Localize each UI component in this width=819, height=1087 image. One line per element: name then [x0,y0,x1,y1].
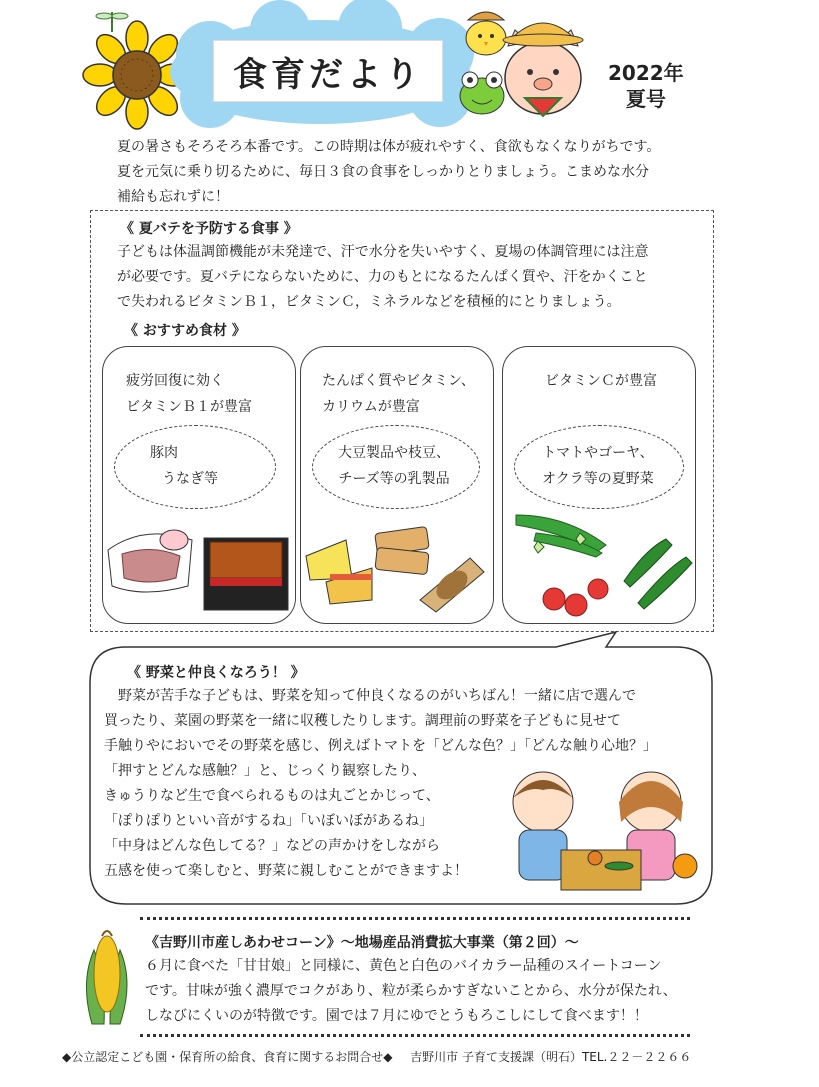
pork-icon [108,530,192,592]
pig-icon [503,23,583,116]
issue-season: 夏号 [625,87,666,111]
food-names [542,440,654,492]
cheese-soy-illustration [302,520,492,615]
tofu-icon [375,526,430,574]
okra-icon [516,515,606,557]
pork-eel-illustration [104,520,294,615]
yasai-line: 「ぽりぽりといい音がするね」「いぼいぼがあるね」 [104,813,433,829]
corn-text [145,954,677,1029]
corn-line: ６月に食べた「甘甘娘」と同様に、黄色と白色のバイカラー品種のスイートコーン [145,958,662,974]
natsubate-line: が必要です。夏バテにならないために、力のもとになるたんぱく質や、汗をかくこと [117,269,648,285]
food-names [338,440,450,492]
card-desc-line: たんぱく質やビタミン、 [322,373,475,389]
page-title: 食育だより [213,40,443,102]
natsubate-line: で失われるビタミンＢ１，ビタミンＣ，ミネラルなどを積極的にとりましょう。 [117,294,621,310]
food-name: 豚肉 [150,445,178,461]
issue-label [608,60,684,112]
card-desc-line: 疲労回復に効く [126,373,224,389]
divider-bottom [140,1034,690,1037]
children-illustration [495,762,707,897]
vegetable-table-icon [561,850,641,890]
issue-year: 2022年 [608,61,684,85]
card-desc [545,368,657,394]
natto-icon [420,558,484,612]
yasai-line: 手触りやにおいでその野菜を感じ、例えばトマトを「どんな色？」「どんな触り心地？」 [104,738,657,754]
yasai-line: 「押すとどんな感触？」と、じっくり観察したり、 [104,763,426,779]
natsubate-heading: 《 夏バテを予防する食事 》 [120,221,298,237]
corn-line: しなびにくいのが特徴です。園では７月にゆでとうもろこしにして食べます！！ [145,1008,648,1024]
footer-note: ◆公立認定こども園・保育所の給食、食育に関するお問合せ◆ [62,1050,393,1064]
intro-line: 補給も忘れずに！ [117,189,229,205]
intro-text [117,135,660,210]
frog-icon [460,72,504,114]
recommend-heading: 《 おすすめ食材 》 [124,323,246,339]
card-desc [126,368,252,420]
cucumber-icon [624,539,692,609]
yasai-line: 五感を使って楽しむと、野菜に親しむことができますよ！ [104,863,468,879]
yasai-line: きゅうりなど生で食べられるものは丸ごとかじって、 [104,788,440,804]
corn-icon [76,922,138,1032]
natsubate-line: 子どもは体温調節機能が未発達で、汗で水分を失いやすく、夏場の体調管理には注意 [117,244,649,260]
card-desc-line: ビタミンＢ１が豊富 [126,399,252,415]
vegetable-illustration [506,505,696,620]
eel-box-icon [204,538,288,610]
cheese-icon [306,540,372,604]
intro-line: 夏の暑さもそろそろ本番です。この時期は体が疲れやすく、食欲もなくなりがちです。 [117,139,661,155]
yasai-heading: 《 野菜と仲良くなろう！ 》 [127,665,305,681]
food-name: チーズ等の乳製品 [338,471,450,487]
natsubate-text [117,240,648,315]
contact-footer [62,1048,691,1065]
tomato-icon [543,579,608,616]
corn-line: です。甘味が強く濃厚でコクがあり、粒が柔らかすぎないことから、水分が保たれ、 [145,983,677,999]
food-name: オクラ等の夏野菜 [542,471,654,487]
corn-heading: 《吉野川市産しあわせコーン》～地場産品消費拡大事業（第２回）～ [145,935,579,951]
food-name: うなぎ等 [162,471,218,487]
card-desc-line: カリウムが豊富 [322,399,420,415]
food-names [150,440,218,492]
dragonfly-icon [96,12,128,32]
divider-top [140,917,690,920]
footer-contact: 吉野川市 子育て支援課（明石）TEL.２２－２２６６ [410,1050,692,1064]
yasai-line: 野菜が苦手な子どもは、野菜を知って仲良くなるのがいちばん！一緒に店で選んで [104,688,636,704]
food-name: 大豆製品や枝豆、 [338,445,450,461]
yasai-line: 買ったり、菜園の野菜を一緒に収穫したりします。調理前の野菜を子どもに見せて [104,713,621,729]
chick-icon [466,12,506,55]
card-desc-line: ビタミンＣが豊富 [545,373,657,389]
intro-line: 夏を元気に乗り切るために、毎日３食の食事をしっかりとりましょう。こまめな水分 [117,164,649,180]
yasai-line: 「中身はどんな色してる？」などの声かけをしながら [104,838,440,854]
food-name: トマトやゴーヤ、 [542,445,654,461]
card-desc [322,368,475,420]
